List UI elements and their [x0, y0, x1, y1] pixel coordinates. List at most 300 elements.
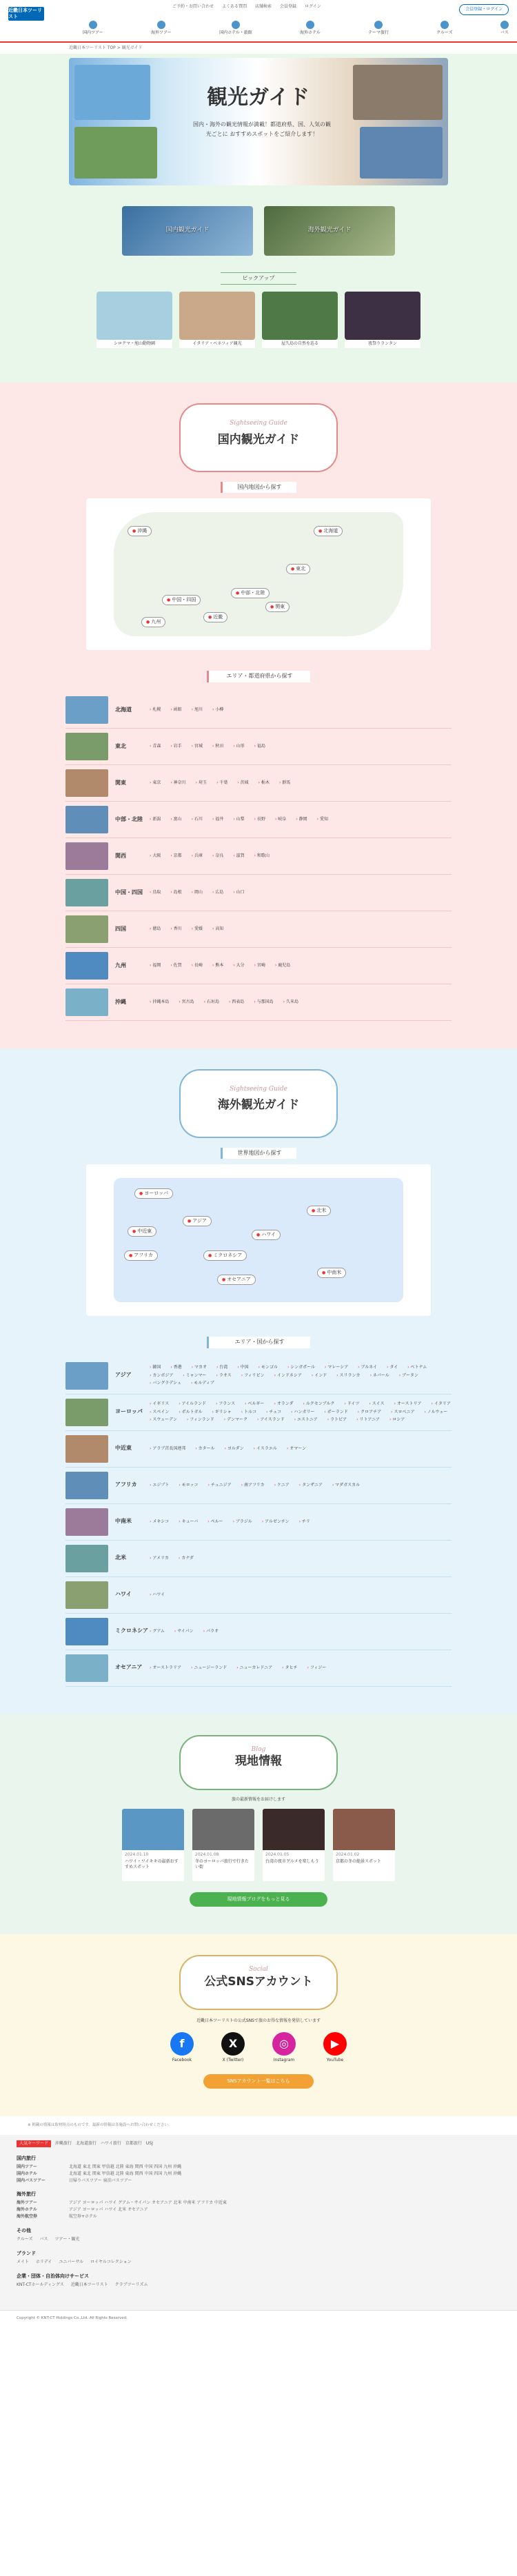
- section-title-ja: 国内観光ガイド: [217, 432, 300, 447]
- area-link[interactable]: › フィンランド: [187, 1417, 214, 1423]
- footer-heading: 国内旅行: [17, 2155, 36, 2161]
- area-name[interactable]: 九州: [115, 962, 126, 968]
- pickup-image: [179, 292, 255, 340]
- map-tag-europe[interactable]: ● ヨーロッパ: [134, 1188, 173, 1199]
- map-tag-oceania[interactable]: ● オセアニア: [217, 1275, 256, 1285]
- map-tag-kanto[interactable]: ● 関東: [265, 602, 290, 612]
- domestic-area-list: [65, 692, 452, 1021]
- area-name[interactable]: 北米: [115, 1554, 126, 1561]
- guide-buttons: [0, 206, 517, 256]
- area-link[interactable]: › 埼玉: [196, 780, 207, 786]
- area-link[interactable]: › 神奈川: [170, 780, 185, 786]
- header-link[interactable]: 会員登録: [280, 4, 297, 9]
- footer-link[interactable]: バス: [39, 2236, 48, 2242]
- domestic-guide-button[interactable]: 国内観光ガイド: [122, 206, 253, 256]
- area-link[interactable]: › スペイン: [150, 1410, 169, 1415]
- header-link[interactable]: よくある質問: [222, 4, 247, 9]
- sns-list-button[interactable]: SNSアカウント一覧はこちら: [203, 2074, 314, 2089]
- footer-link[interactable]: アジア ヨーロッパ ハワイ 北米 オセアニア: [69, 2207, 148, 2213]
- blog-more-button[interactable]: 現地情報ブログをもっと見る: [190, 1892, 327, 1907]
- area-link[interactable]: › 沖縄本島: [150, 1000, 169, 1005]
- area-link[interactable]: › チリ: [299, 1519, 310, 1525]
- area-link[interactable]: › グアム: [150, 1629, 165, 1634]
- area-link[interactable]: › 韓国: [150, 1365, 161, 1370]
- map-tag-okinawa[interactable]: ● 沖縄: [128, 526, 152, 536]
- nav-icon: [89, 21, 97, 29]
- footer-link[interactable]: ホリデイ: [35, 2259, 52, 2264]
- map-tag-north-america[interactable]: ● 北米: [307, 1206, 331, 1216]
- blog-post[interactable]: [192, 1809, 254, 1881]
- pickup-caption: 屋久島の自然を巡る: [262, 340, 338, 348]
- area-link[interactable]: › シンガポール: [287, 1365, 315, 1370]
- area-link[interactable]: › 岩手: [170, 744, 181, 749]
- area-link[interactable]: › オランダ: [274, 1401, 293, 1407]
- footer-heading: 企業・団体・自治体向けサービス: [17, 2273, 89, 2279]
- nav-icon: [440, 21, 449, 29]
- area-link[interactable]: › 香川: [170, 926, 181, 932]
- area-name[interactable]: 沖縄: [115, 998, 126, 1005]
- area-link[interactable]: › 山形: [233, 744, 244, 749]
- overseas-area-list: [65, 1358, 452, 1687]
- area-link[interactable]: › スウェーデン: [150, 1417, 177, 1423]
- header-link[interactable]: 店舗検索: [255, 4, 272, 9]
- area-row: [65, 984, 452, 1021]
- area-link[interactable]: › 高知: [212, 926, 223, 932]
- area-row: [65, 1614, 452, 1650]
- pickup-card[interactable]: [97, 292, 172, 348]
- area-thumbnail: [65, 915, 108, 943]
- nav-item[interactable]: 海外ツアー: [151, 21, 172, 36]
- domestic-area-label: エリア・都道府県から探す: [207, 671, 310, 682]
- site-header: [0, 0, 517, 43]
- area-name[interactable]: 中国・四国: [115, 889, 143, 895]
- area-link[interactable]: › ラトビア: [327, 1417, 347, 1423]
- footer-heading: その他: [17, 2227, 31, 2233]
- map-tag-tohoku[interactable]: ● 東北: [286, 564, 310, 574]
- area-link[interactable]: › アルゼンチン: [262, 1519, 290, 1525]
- pickup-image: [97, 292, 172, 340]
- area-row: [65, 729, 452, 765]
- map-tag-middle-east[interactable]: ● 中近東: [128, 1226, 156, 1237]
- area-link[interactable]: › アラブ首長国連邦: [150, 1446, 185, 1452]
- area-link[interactable]: › 滋賀: [233, 853, 244, 859]
- area-link[interactable]: › ヨルダン: [225, 1446, 244, 1452]
- map-tag-kinki[interactable]: ● 近畿: [203, 612, 227, 622]
- area-link[interactable]: › 愛知: [317, 817, 328, 822]
- area-thumbnail: [65, 806, 108, 833]
- nav-item[interactable]: テーマ旅行: [368, 21, 389, 36]
- area-name[interactable]: 関西: [115, 852, 126, 859]
- area-link[interactable]: › マカオ: [192, 1365, 207, 1370]
- area-link[interactable]: › メキシコ: [150, 1519, 169, 1525]
- area-link[interactable]: › モンゴル: [258, 1365, 278, 1370]
- japan-map: [86, 498, 431, 650]
- keyword-bar: [17, 2140, 500, 2147]
- area-thumbnail: [65, 1435, 108, 1463]
- area-link[interactable]: › 南アフリカ: [241, 1483, 265, 1488]
- hero-section: [0, 54, 517, 383]
- area-name[interactable]: 中部・北陸: [115, 815, 143, 822]
- area-link[interactable]: › ギリシャ: [212, 1410, 231, 1415]
- map-tag-hokkaido[interactable]: ● 北海道: [314, 526, 343, 536]
- pickup-image: [345, 292, 420, 340]
- x-icon: X: [221, 2032, 245, 2056]
- area-link[interactable]: › ルクセンブルク: [303, 1401, 335, 1407]
- area-link[interactable]: › 奈良: [212, 853, 223, 859]
- section-title-ja: 海外観光ガイド: [217, 1098, 300, 1113]
- sns-icon-list: [0, 2032, 517, 2063]
- blog-post-text: 台湾の夜市グルメを楽しもう: [265, 1859, 319, 1865]
- area-thumbnail: [65, 1399, 108, 1426]
- area-link[interactable]: › 岐阜: [275, 817, 286, 822]
- footer-link[interactable]: 北海道 東北 関東 甲信越 北陸 東海 関西 中国 四国 九州 沖縄: [69, 2164, 182, 2169]
- area-link[interactable]: › 与那国島: [254, 1000, 273, 1005]
- footer-link[interactable]: 航空券+ホテル: [69, 2214, 97, 2220]
- area-link[interactable]: › トルコ: [241, 1410, 256, 1415]
- area-link[interactable]: › 広島: [212, 890, 223, 895]
- area-link[interactable]: › フランス: [216, 1401, 235, 1407]
- global-nav: [83, 21, 509, 36]
- area-link[interactable]: › 宮古島: [179, 1000, 194, 1005]
- area-link[interactable]: › クロアチア: [358, 1410, 381, 1415]
- footer-link[interactable]: クルーズ: [17, 2236, 33, 2242]
- area-link[interactable]: › マダガスカル: [332, 1483, 360, 1488]
- section-title-en: Social: [249, 1966, 268, 1974]
- area-name[interactable]: 中近東: [115, 1445, 132, 1452]
- footer-link[interactable]: ツアー・観光: [54, 2236, 80, 2242]
- area-link[interactable]: › 福井: [212, 817, 223, 822]
- area-row: [65, 1358, 452, 1395]
- area-link[interactable]: › 福島: [254, 744, 265, 749]
- area-name[interactable]: ミクロネシア: [115, 1627, 148, 1634]
- area-link[interactable]: › 山口: [233, 890, 244, 895]
- area-link[interactable]: › ポーランド: [324, 1410, 347, 1415]
- area-link[interactable]: › イギリス: [150, 1401, 169, 1407]
- facebook-icon: f: [170, 2032, 194, 2056]
- map-tag-hawaii[interactable]: ● ハワイ: [252, 1230, 281, 1240]
- area-link[interactable]: › エジプト: [150, 1483, 169, 1488]
- area-row: [65, 1577, 452, 1614]
- area-link-list: [150, 1556, 194, 1561]
- area-link[interactable]: › 静岡: [296, 817, 307, 822]
- area-link[interactable]: › 京都: [170, 853, 181, 859]
- area-link[interactable]: › 久米島: [283, 1000, 298, 1005]
- area-link[interactable]: › デンマーク: [224, 1417, 247, 1423]
- area-link[interactable]: › 大分: [233, 963, 244, 968]
- nav-icon: [500, 21, 509, 29]
- area-link[interactable]: › フィリピン: [241, 1373, 265, 1379]
- area-link[interactable]: › 石川: [192, 817, 203, 822]
- area-link[interactable]: › オーストリア: [394, 1401, 422, 1407]
- area-link[interactable]: › 富山: [170, 817, 181, 822]
- area-link[interactable]: › ケニア: [274, 1483, 290, 1488]
- area-link[interactable]: › 西表島: [229, 1000, 244, 1005]
- area-link[interactable]: › 東京: [150, 780, 161, 786]
- blog-post-date: 2024.01.10: [125, 1852, 149, 1858]
- site-logo[interactable]: 近畿日本ツーリスト: [8, 7, 44, 21]
- area-link[interactable]: › カナダ: [179, 1556, 194, 1561]
- area-link[interactable]: › 熊本: [212, 963, 223, 968]
- area-name[interactable]: 四国: [115, 925, 126, 932]
- area-link[interactable]: › ノルウェー: [424, 1410, 447, 1415]
- area-link[interactable]: › エストニア: [294, 1417, 318, 1423]
- footer-link[interactable]: ユニバーサル: [59, 2259, 84, 2264]
- header-utility-links: [172, 4, 321, 10]
- keyword-link[interactable]: USJ: [145, 2141, 153, 2147]
- area-link[interactable]: › 和歌山: [254, 853, 270, 859]
- area-link[interactable]: › 徳島: [150, 926, 161, 932]
- nav-item[interactable]: 国内ツアー: [83, 21, 103, 36]
- nav-item[interactable]: 国内ホテル・旅館: [219, 21, 252, 36]
- area-link[interactable]: › アイルランド: [179, 1401, 206, 1407]
- map-tag-latin-america[interactable]: ● 中南米: [317, 1268, 346, 1278]
- domestic-guide-section: [0, 383, 517, 1048]
- blog-post[interactable]: [333, 1809, 395, 1881]
- area-link[interactable]: › ブラジル: [233, 1519, 252, 1525]
- footer-link[interactable]: クラブツーリズム: [114, 2282, 148, 2287]
- area-link[interactable]: › 青森: [150, 744, 161, 749]
- footer-domestic-links: 国内ツアー 北海道 東北 関東 甲信越 北陸 東海 関西 中国 四国 九州 沖縄 国内ホテル 北海道 東北 関東 甲信越 北陸 東海 関西 中国 四国 九州 沖縄 国内バスツアー 日帰りバスツアー 宿泊バスツアー: [17, 2164, 500, 2183]
- area-link[interactable]: › 旭川: [192, 707, 203, 713]
- area-link-list: [150, 1446, 306, 1452]
- area-link[interactable]: › 石垣島: [204, 1000, 219, 1005]
- area-link[interactable]: › 鹿児島: [275, 963, 290, 968]
- footer-link[interactable]: メイト: [17, 2259, 29, 2264]
- area-thumbnail: [65, 842, 108, 870]
- area-link[interactable]: › チェコ: [266, 1410, 281, 1415]
- area-link-list: [150, 780, 290, 786]
- breadcrumb[interactable]: 近畿日本ツーリスト TOP > 観光ガイド: [69, 45, 143, 50]
- area-link[interactable]: › 秋田: [212, 744, 223, 749]
- area-link[interactable]: › 長野: [254, 817, 265, 822]
- area-link[interactable]: › 台湾: [216, 1365, 227, 1370]
- footer-link[interactable]: 近畿日本ツーリスト: [70, 2282, 108, 2287]
- footer-link[interactable]: ロイヤルコレクション: [90, 2259, 132, 2264]
- area-link[interactable]: › タンザニア: [299, 1483, 323, 1488]
- area-link[interactable]: › ロシア: [389, 1417, 405, 1423]
- area-link[interactable]: › 福岡: [150, 963, 161, 968]
- sns-instagram[interactable]: ◎ Instagram: [272, 2032, 296, 2063]
- area-link[interactable]: › ベトナム: [407, 1365, 427, 1370]
- area-name[interactable]: ヨーロッパ: [115, 1408, 143, 1415]
- area-thumbnail: [65, 952, 108, 980]
- area-link[interactable]: › ハンガリー: [291, 1410, 314, 1415]
- area-link[interactable]: › アメリカ: [150, 1556, 169, 1561]
- section-title-en: Sightseeing Guide: [230, 419, 287, 427]
- area-name[interactable]: 関東: [115, 779, 126, 786]
- area-link[interactable]: › スロベニア: [391, 1410, 414, 1415]
- area-link[interactable]: › ブータン: [399, 1373, 418, 1379]
- map-tag-kyushu[interactable]: ● 九州: [141, 617, 165, 627]
- area-link-list: [150, 1000, 298, 1005]
- section-title-en: Blog: [251, 1745, 266, 1753]
- blog-post-image: [122, 1809, 184, 1850]
- area-link[interactable]: › 宮城: [192, 744, 203, 749]
- area-link[interactable]: › 香港: [170, 1365, 181, 1370]
- area-link[interactable]: › 大阪: [150, 853, 161, 859]
- area-link[interactable]: › 佐賀: [170, 963, 181, 968]
- area-link[interactable]: › 宮崎: [254, 963, 265, 968]
- area-link[interactable]: › キューバ: [179, 1519, 198, 1525]
- area-name[interactable]: アジア: [115, 1372, 132, 1379]
- pickup-image: [262, 292, 338, 340]
- header-link[interactable]: ご予約・お問い合わせ: [172, 4, 214, 9]
- area-link[interactable]: › モルディブ: [191, 1381, 214, 1386]
- area-link[interactable]: › サイパン: [174, 1629, 194, 1634]
- map-tag-chugoku[interactable]: ● 中国・四国: [162, 595, 201, 605]
- area-name[interactable]: オセアニア: [115, 1664, 143, 1671]
- area-link[interactable]: › リトアニア: [356, 1417, 380, 1423]
- area-link[interactable]: › ベルギー: [245, 1401, 264, 1407]
- area-link[interactable]: › 茨城: [237, 780, 248, 786]
- keyword-link[interactable]: 京都旅行: [125, 2141, 142, 2147]
- blog-post[interactable]: [122, 1809, 184, 1881]
- area-link[interactable]: › ドイツ: [344, 1401, 359, 1407]
- area-name[interactable]: 北海道: [115, 706, 132, 713]
- footer-link[interactable]: KNT-CTホールディングス: [17, 2282, 64, 2287]
- footer-link[interactable]: 北海道 東北 関東 甲信越 北陸 東海 関西 中国 四国 九州 沖縄: [69, 2171, 182, 2176]
- map-tag-micronesia[interactable]: ● ミクロネシア: [203, 1250, 247, 1261]
- area-link[interactable]: › 群馬: [279, 780, 290, 786]
- footer-overseas-links: 海外ツアー アジア ヨーロッパ ハワイ グアム・サイパン オセアニア 北米 中南米 アフリカ 中近東 海外ホテル アジア ヨーロッパ ハワイ 北米 オセアニア 海外航空券 航空券+ホテル: [17, 2200, 500, 2219]
- area-link-list: [150, 1519, 310, 1525]
- area-link[interactable]: › タイ: [387, 1365, 398, 1370]
- nav-item[interactable]: バス: [500, 21, 509, 36]
- area-thumbnail: [65, 988, 108, 1016]
- area-link[interactable]: › カンボジア: [150, 1373, 173, 1379]
- pickup-title: ピックアップ: [221, 272, 296, 285]
- area-row: [65, 1468, 452, 1504]
- blog-post-image: [333, 1809, 395, 1850]
- map-tag-africa[interactable]: ● アフリカ: [124, 1250, 158, 1261]
- area-link[interactable]: › 岡山: [192, 890, 203, 895]
- sns-youtube[interactable]: ▶ YouTube: [323, 2032, 347, 2063]
- keyword-link[interactable]: 北海道旅行: [76, 2141, 97, 2147]
- nav-item[interactable]: クルーズ: [436, 21, 453, 36]
- copyright-text: Copyright © KNT-CT Holdings Co.,Ltd. All Rights Reserved.: [17, 2315, 128, 2320]
- pickup-card[interactable]: [262, 292, 338, 348]
- area-link[interactable]: › 島根: [170, 890, 181, 895]
- area-link[interactable]: › 愛媛: [192, 926, 203, 932]
- area-link[interactable]: › 長崎: [192, 963, 203, 968]
- map-tag-asia[interactable]: ● アジア: [183, 1216, 212, 1226]
- area-link-list: [150, 1665, 326, 1671]
- area-link[interactable]: › ミャンマー: [183, 1373, 206, 1379]
- pickup-card[interactable]: [179, 292, 255, 348]
- area-link[interactable]: › モロッコ: [179, 1483, 198, 1488]
- area-link[interactable]: › チュニジア: [208, 1483, 232, 1488]
- area-link[interactable]: › 山梨: [233, 817, 244, 822]
- area-link[interactable]: › バングラデシュ: [150, 1381, 181, 1386]
- area-link[interactable]: › 新潟: [150, 817, 161, 822]
- area-link[interactable]: › アイスランド: [257, 1417, 285, 1423]
- sns-facebook[interactable]: f Facebook: [170, 2032, 194, 2063]
- area-name[interactable]: アフリカ: [115, 1481, 137, 1488]
- area-link[interactable]: › スリランカ: [336, 1373, 360, 1379]
- area-name[interactable]: 東北: [115, 742, 126, 749]
- area-link[interactable]: › パラオ: [203, 1629, 219, 1634]
- hero-lead: 国内・海外の観光情報が満載！都道府県、国、人気の観光ごとに おすすめスポットをご紹介します！: [193, 121, 331, 138]
- area-row: [65, 911, 452, 948]
- keyword-link[interactable]: ハワイ旅行: [101, 2141, 121, 2147]
- area-link[interactable]: › ネパール: [370, 1373, 389, 1379]
- area-link[interactable]: › スイス: [369, 1401, 384, 1407]
- keyword-link[interactable]: 沖縄旅行: [55, 2141, 72, 2147]
- area-link[interactable]: › オマーン: [287, 1446, 306, 1452]
- blog-post-image: [192, 1809, 254, 1850]
- area-link[interactable]: › 札幌: [150, 707, 161, 713]
- blog-post-list: [0, 1809, 517, 1881]
- area-link[interactable]: › イスラエル: [254, 1446, 277, 1452]
- area-link[interactable]: › 小樽: [212, 707, 223, 713]
- overseas-guide-button[interactable]: 海外観光ガイド: [264, 206, 395, 256]
- section-title-en: Sightseeing Guide: [230, 1085, 287, 1093]
- area-row: [65, 692, 452, 729]
- area-name[interactable]: ハワイ: [115, 1591, 132, 1598]
- blog-post-date: 2024.01.05: [265, 1852, 290, 1858]
- area-link[interactable]: › 栃木: [258, 780, 270, 786]
- pickup-list: [0, 292, 517, 348]
- footer-link[interactable]: アジア ヨーロッパ ハワイ グアム・サイパン オセアニア 北米 中南米 アフリカ 中近東: [69, 2200, 227, 2206]
- area-link[interactable]: › ニュージーランド: [191, 1665, 227, 1671]
- nav-icon: [306, 21, 314, 29]
- header-link[interactable]: ログイン: [305, 4, 321, 9]
- area-link[interactable]: › インドネシア: [274, 1373, 302, 1379]
- sns-x[interactable]: X X (Twitter): [221, 2032, 245, 2063]
- area-link[interactable]: › ポルトガル: [179, 1410, 202, 1415]
- area-link[interactable]: › ニューカレドニア: [236, 1665, 272, 1671]
- pickup-card[interactable]: [345, 292, 420, 348]
- footer-heading: 海外旅行: [17, 2191, 36, 2198]
- instagram-icon: ◎: [272, 2032, 296, 2056]
- area-link[interactable]: › 千葉: [216, 780, 227, 786]
- pickup-caption: 夜祭りランタン: [345, 340, 420, 348]
- nav-icon: [374, 21, 383, 29]
- footer-brand-links: [17, 2260, 500, 2265]
- footer-link[interactable]: 日帰りバスツアー 宿泊バスツアー: [69, 2178, 132, 2183]
- area-link[interactable]: › タヒチ: [282, 1665, 297, 1671]
- nav-item[interactable]: 海外ホテル: [300, 21, 321, 36]
- blog-section-title: [179, 1735, 338, 1790]
- area-link[interactable]: › 鳥取: [150, 890, 161, 895]
- area-link[interactable]: › 兵庫: [192, 853, 203, 859]
- area-link-list: [150, 1629, 219, 1634]
- area-link[interactable]: › インド: [312, 1373, 327, 1379]
- blog-post-date: 2024.01.08: [195, 1852, 219, 1858]
- overseas-section-title: [179, 1069, 338, 1138]
- area-link[interactable]: › フィジー: [307, 1665, 327, 1671]
- map-tag-chubu[interactable]: ● 中部・北陸: [231, 588, 270, 598]
- area-link[interactable]: › ペルー: [207, 1519, 223, 1525]
- mypage-button[interactable]: 会員登録・ログイン: [459, 4, 509, 15]
- section-title-ja: 現地情報: [235, 1754, 282, 1769]
- area-link[interactable]: › ハワイ: [150, 1592, 165, 1598]
- area-link[interactable]: › オーストラリア: [150, 1665, 181, 1671]
- area-link[interactable]: › マレーシア: [325, 1365, 348, 1370]
- area-name[interactable]: 中南米: [115, 1518, 132, 1525]
- area-link[interactable]: › ラオス: [216, 1373, 232, 1379]
- area-link[interactable]: › カタール: [195, 1446, 214, 1452]
- area-link[interactable]: › イタリア: [432, 1401, 451, 1407]
- blog-post[interactable]: [263, 1809, 325, 1881]
- nav-icon: [232, 21, 240, 29]
- area-link[interactable]: › 函館: [170, 707, 181, 713]
- area-link-list: [150, 853, 270, 859]
- area-link[interactable]: › ブルネイ: [358, 1365, 377, 1370]
- area-link-list: [150, 707, 223, 713]
- area-link[interactable]: › 中国: [237, 1365, 248, 1370]
- area-link-list: [150, 1592, 165, 1598]
